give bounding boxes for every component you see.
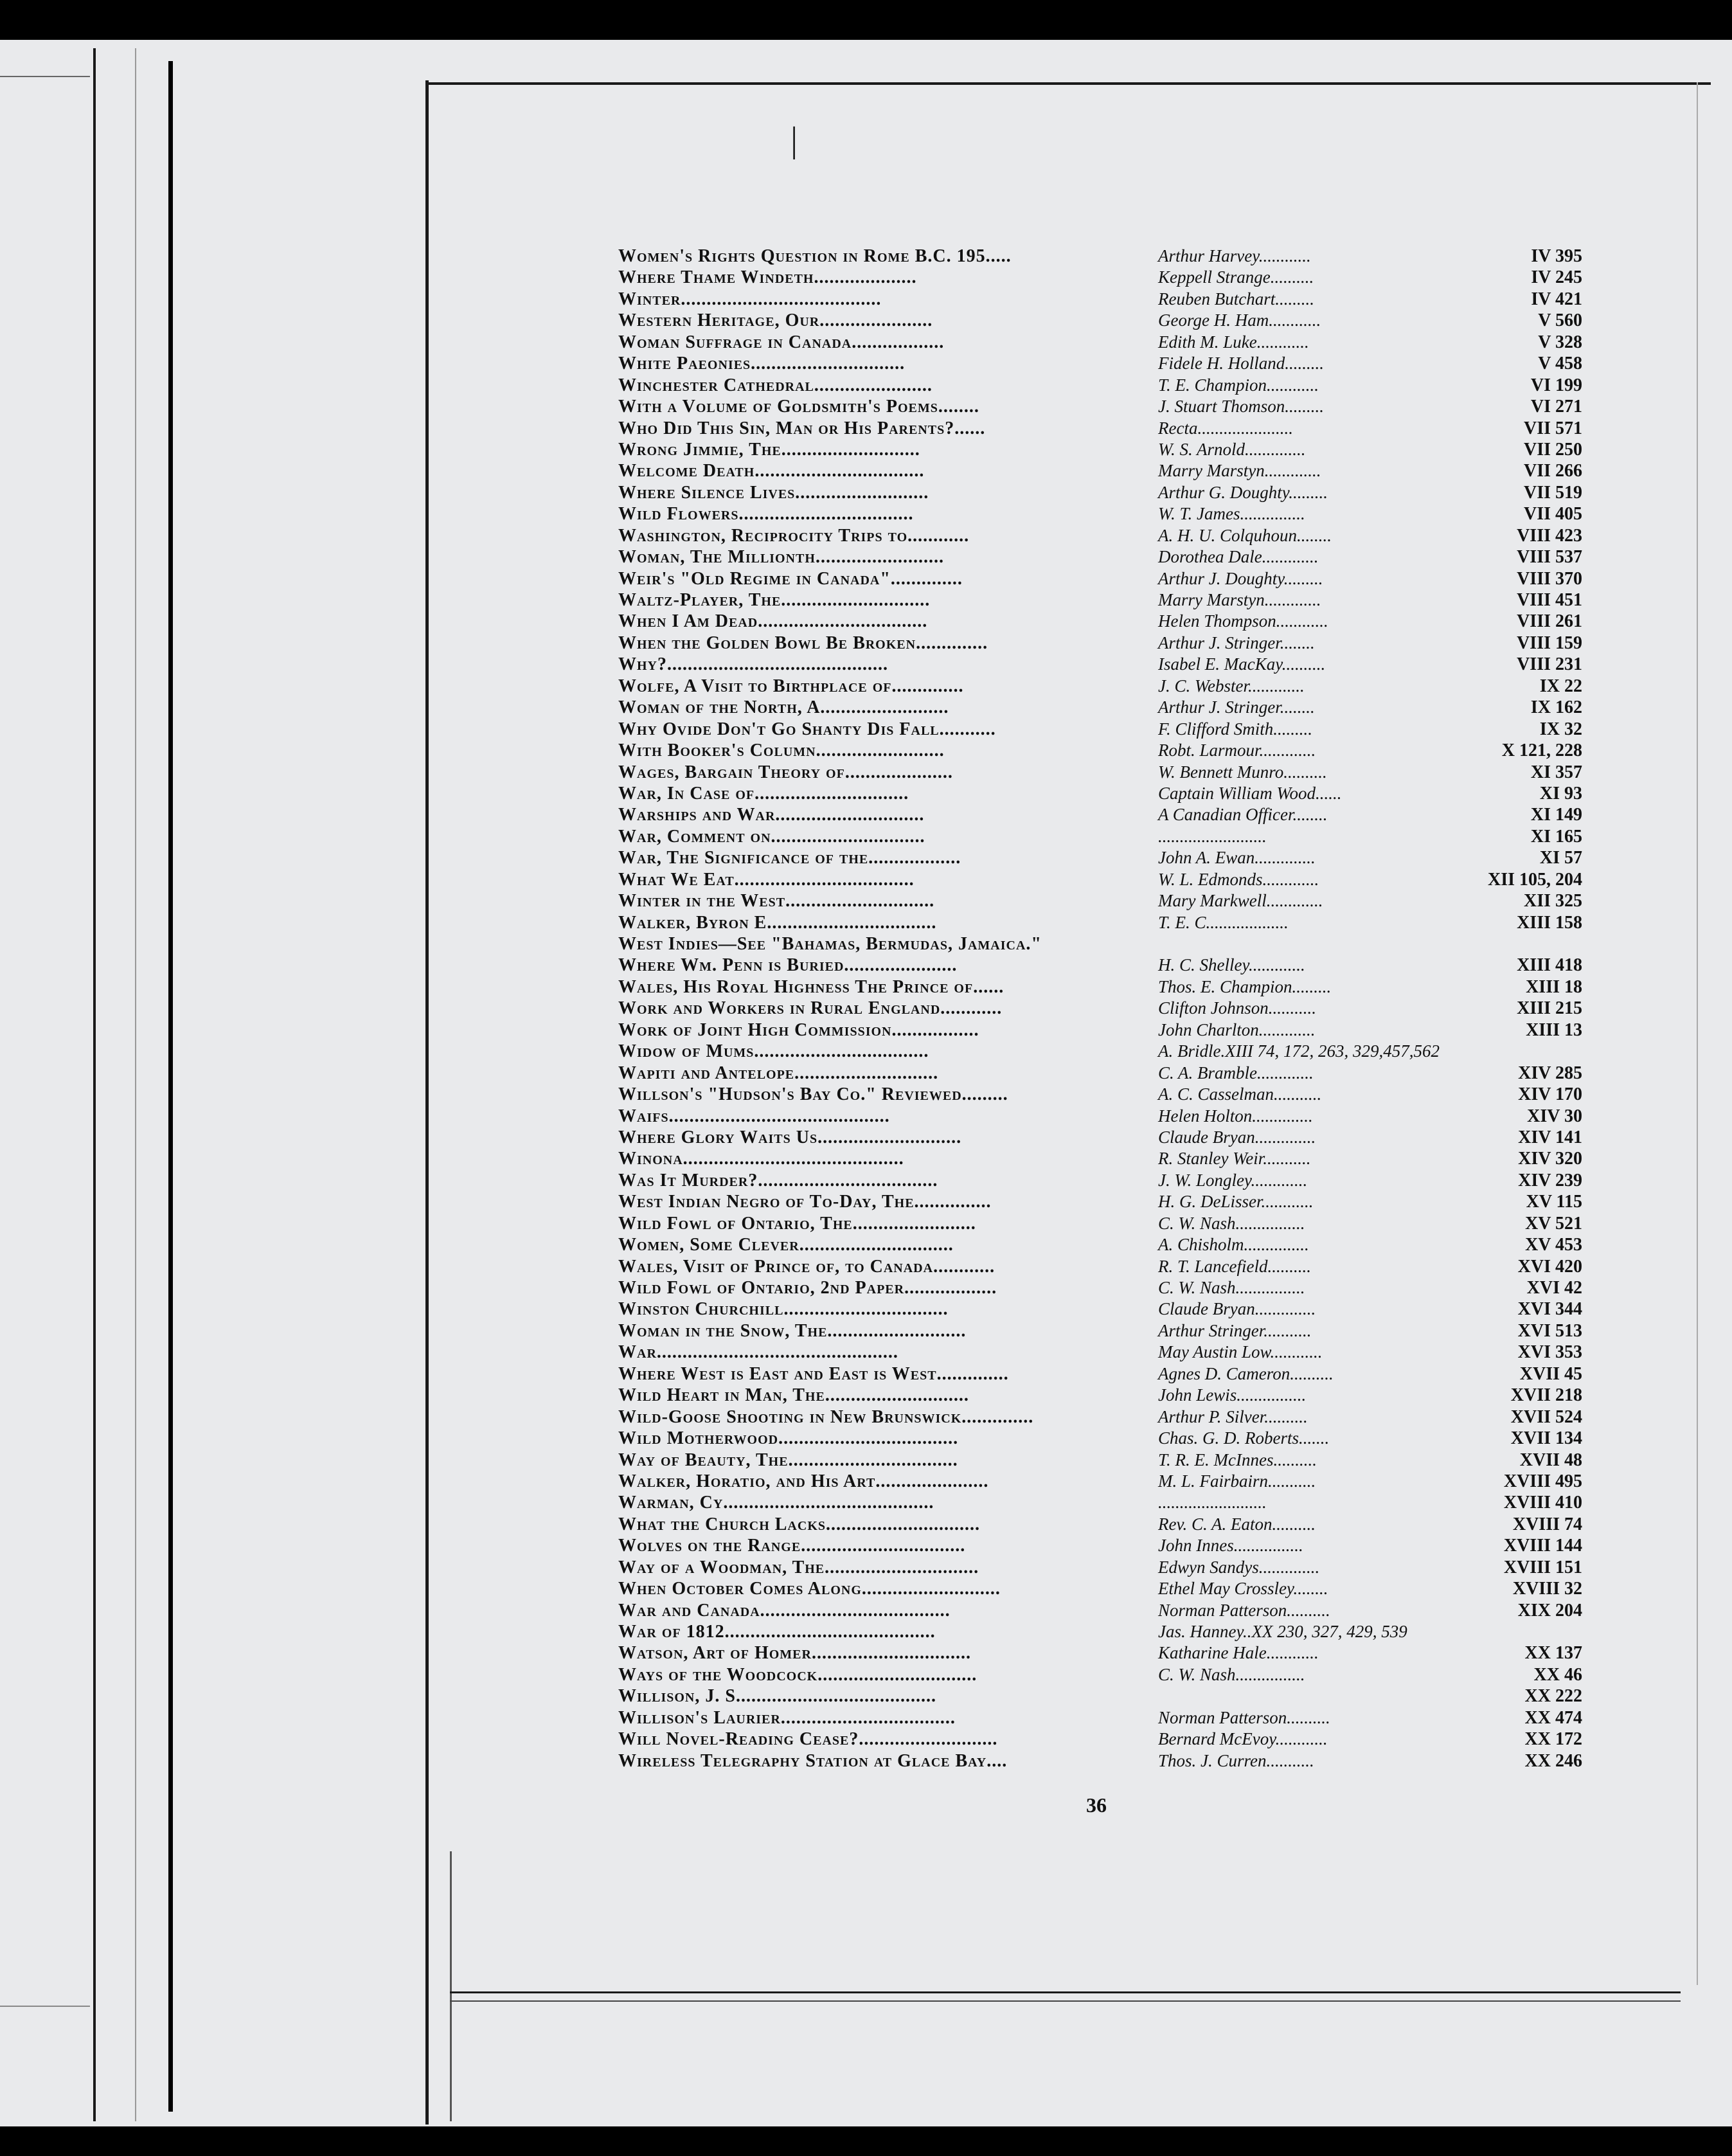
index-entry <box>618 1234 1582 1255</box>
entry-title: West Indies—See "Bahamas, Bermudas, Jamaica." <box>618 934 1042 954</box>
entry-title: Where Wm. Penn is Buried...................... <box>618 955 958 976</box>
entry-title: Ways of the Woodcock............................... <box>618 1664 978 1685</box>
index-entry <box>618 740 1582 761</box>
entry-ref: XVIII 410 <box>1503 1493 1582 1513</box>
entry-ref: XVII 524 <box>1510 1406 1582 1427</box>
entry-ref: XI 357 <box>1530 762 1582 782</box>
index-entry <box>618 1342 1582 1363</box>
entry-ref: XVIII 144 <box>1503 1536 1582 1556</box>
entry-title: Willison's Laurier.................................. <box>618 1707 956 1728</box>
index-entry <box>618 1729 1582 1750</box>
entry-author: Helen Thompson............ <box>1158 611 1328 631</box>
entry-title: Way of a Woodman, The.............................. <box>618 1557 979 1577</box>
entry-title: What We Eat................................... <box>618 869 915 890</box>
entry-ref: VIII 370 <box>1517 568 1582 589</box>
entry-ref: XVI 513 <box>1517 1320 1582 1341</box>
entry-ref: XX 46 <box>1533 1664 1582 1685</box>
entry-author: C. W. Nash................ <box>1158 1213 1305 1233</box>
index-entry <box>618 503 1582 525</box>
entry-author: F. Clifford Smith......... <box>1158 719 1313 739</box>
entry-author: John Innes................ <box>1158 1536 1303 1556</box>
index-entry <box>618 1127 1582 1148</box>
index-entry <box>618 847 1582 868</box>
entry-ref: VII 266 <box>1523 461 1582 481</box>
entry-ref: XIV 30 <box>1527 1106 1582 1126</box>
index-entry <box>618 890 1582 912</box>
entry-author: A. Chisholm............... <box>1158 1235 1309 1255</box>
entry-author: Clifton Johnson........... <box>1158 998 1317 1018</box>
index-entry <box>618 1106 1582 1127</box>
index-entry <box>618 1277 1582 1298</box>
entry-ref: XI 165 <box>1530 826 1582 847</box>
entry-ref: XI 93 <box>1539 783 1582 804</box>
entry-title: War, In Case of.............................. <box>618 783 909 804</box>
entry-ref: VIII 159 <box>1517 633 1582 653</box>
index-entry <box>618 396 1582 417</box>
entry-author: Norman Patterson.......... <box>1158 1600 1330 1620</box>
index-entry <box>618 375 1582 396</box>
index-entry <box>618 762 1582 783</box>
entry-author: Arthur J. Stringer........ <box>1158 697 1315 717</box>
entry-author: W. S. Arnold.............. <box>1158 439 1306 459</box>
entry-title: Wales, His Royal Highness The Prince of...... <box>618 976 1004 997</box>
entry-author: Katharine Hale............ <box>1158 1643 1319 1663</box>
entry-author: John Charlton............. <box>1158 1020 1316 1039</box>
entry-author: Arthur Harvey............ <box>1158 246 1311 265</box>
entry-ref: XIII 158 <box>1517 912 1582 933</box>
entry-ref: XIV 320 <box>1518 1149 1582 1169</box>
entry-title: Western Heritage, Our...................... <box>618 310 933 331</box>
entry-ref: V 560 <box>1538 310 1582 331</box>
entry-title: Winter....................................... <box>618 289 882 309</box>
entry-title: Wales, Visit of Prince of, to Canada............ <box>618 1256 995 1277</box>
entry-ref: XIII 13 <box>1526 1020 1582 1040</box>
entry-author: R. Stanley Weir........... <box>1158 1149 1311 1169</box>
entry-title: War, Comment on.............................. <box>618 826 925 847</box>
entry-author: H. G. DeLisser............ <box>1158 1192 1314 1212</box>
index-entry <box>618 589 1582 611</box>
entry-ref: IV 421 <box>1531 289 1582 309</box>
entry-title: Where West is East and East is West.............. <box>618 1363 1009 1384</box>
entry-author: Norman Patterson.......... <box>1158 1707 1330 1727</box>
index-entry <box>618 1213 1582 1234</box>
index-entry <box>618 1063 1582 1084</box>
index-entry <box>618 482 1582 503</box>
entry-ref: VIII 231 <box>1517 654 1582 675</box>
entry-ref: IX 22 <box>1539 676 1582 696</box>
index-entry <box>618 568 1582 589</box>
page-number: 36 <box>1086 1793 1107 1817</box>
entry-title: Who Did This Sin, Man or His Parents?...... <box>618 418 986 438</box>
index-entry <box>618 1428 1582 1449</box>
entry-title: Walker, Horatio, and His Art...................... <box>618 1471 989 1491</box>
entry-author: Bernard McEvoy............ <box>1158 1729 1328 1749</box>
entry-author: Fidele H. Holland......... <box>1158 354 1324 373</box>
entry-author: Jas. Hanney..XX 230, 327, 429, 539 <box>1158 1622 1407 1641</box>
entry-ref: IV 395 <box>1531 246 1582 266</box>
entry-title: Wild-Goose Shooting in New Brunswick.............. <box>618 1406 1034 1427</box>
index-entry <box>618 1084 1582 1105</box>
entry-title: When October Comes Along........................... <box>618 1579 1001 1599</box>
entry-author: M. L. Fairbairn........... <box>1158 1471 1316 1491</box>
index-entry <box>618 955 1582 976</box>
entry-ref: XVI 353 <box>1517 1342 1582 1363</box>
entry-author: Marry Marstyn............. <box>1158 590 1321 609</box>
entry-author: Agnes D. Cameron.......... <box>1158 1363 1334 1383</box>
entry-ref: XIII 18 <box>1526 976 1582 997</box>
frame-top-line <box>425 82 1711 85</box>
entry-ref: XV 115 <box>1526 1192 1582 1212</box>
entry-title: Wapiti and Antelope............................ <box>618 1063 939 1083</box>
left-margin-tick <box>0 76 90 77</box>
entry-title: With Booker's Column......................... <box>618 741 945 761</box>
entry-title: War of 1812......................................... <box>618 1622 936 1642</box>
entry-ref: XVIII 32 <box>1512 1579 1582 1599</box>
entry-ref: XX 137 <box>1524 1643 1582 1664</box>
entry-author: Reuben Butchart......... <box>1158 289 1314 309</box>
index-entry <box>618 1363 1582 1385</box>
entry-author: Edith M. Luke............ <box>1158 332 1309 352</box>
index-entry <box>618 1406 1582 1428</box>
entry-ref: VI 271 <box>1530 397 1582 417</box>
entry-title: Will Novel-Reading Cease?........................... <box>618 1729 998 1750</box>
entry-ref: XX 474 <box>1524 1707 1582 1728</box>
entry-title: Way of Beauty, The................................. <box>618 1450 958 1470</box>
index-entry <box>618 1535 1582 1556</box>
entry-title: Wild Heart in Man, The............................ <box>618 1385 969 1406</box>
entry-author: J. Stuart Thomson......... <box>1158 397 1325 417</box>
entry-ref: XV 521 <box>1525 1213 1582 1234</box>
entry-ref: XX 222 <box>1524 1686 1582 1707</box>
entry-ref: IV 245 <box>1531 267 1582 288</box>
entry-ref: IX 162 <box>1530 697 1582 718</box>
entry-title: When I Am Dead................................. <box>618 611 928 632</box>
entry-ref: XIX 204 <box>1517 1600 1582 1621</box>
entry-ref: XVI 42 <box>1526 1278 1582 1298</box>
index-entry <box>618 1750 1582 1772</box>
entry-author: C. A. Bramble............. <box>1158 1063 1314 1082</box>
entry-author: A Canadian Officer........ <box>1158 805 1328 825</box>
index-entry <box>618 1385 1582 1406</box>
entry-title: Winter in the West............................. <box>618 891 935 912</box>
entry-title: Washington, Reciprocity Trips to............ <box>618 525 970 546</box>
entry-title: When the Golden Bowl Be Broken.............. <box>618 633 988 653</box>
index-entry <box>618 246 1582 267</box>
entry-ref: VIII 537 <box>1517 547 1582 568</box>
entry-ref: XVII 134 <box>1510 1428 1582 1449</box>
entry-author: Arthur P. Silver.......... <box>1158 1406 1308 1426</box>
entry-title: Women, Some Clever.............................. <box>618 1235 954 1255</box>
entry-title: Woman of the North, A......................... <box>618 697 949 718</box>
entry-author: Captain William Wood...... <box>1158 783 1342 803</box>
entry-title: Wages, Bargain Theory of..................... <box>618 762 953 782</box>
index-entry <box>618 1450 1582 1471</box>
index-entry <box>618 1707 1582 1729</box>
entry-ref: V 328 <box>1538 332 1582 352</box>
index-entry <box>618 998 1582 1019</box>
index-entry <box>618 1020 1582 1041</box>
entry-author: Ethel May Crossley........ <box>1158 1579 1328 1599</box>
entry-title: Wrong Jimmie, The........................... <box>618 439 920 460</box>
entry-author: Isabel E. MacKay.......... <box>1158 654 1326 674</box>
frame-right-line <box>1697 82 1698 1985</box>
index-list <box>618 246 1582 1772</box>
entry-ref: VII 519 <box>1523 482 1582 503</box>
entry-title: War............................................... <box>618 1342 898 1363</box>
index-entry <box>618 1492 1582 1513</box>
entry-title: West Indian Negro of To-Day, The............... <box>618 1192 992 1212</box>
entry-author: Arthur Stringer........... <box>1158 1320 1312 1340</box>
entry-title: Woman, The Millionth......................... <box>618 547 944 568</box>
entry-ref: XVIII 151 <box>1503 1557 1582 1577</box>
entry-author: A. H. U. Colquhoun........ <box>1158 525 1332 545</box>
index-entry <box>618 1514 1582 1535</box>
entry-ref: VII 571 <box>1523 418 1582 438</box>
entry-ref: XVIII 74 <box>1512 1514 1582 1534</box>
index-entry <box>618 697 1582 718</box>
index-entry <box>618 654 1582 675</box>
entry-author: T. R. E. McInnes.......... <box>1158 1450 1317 1469</box>
entry-author: John A. Ewan.............. <box>1158 848 1316 868</box>
index-entry <box>618 1041 1582 1062</box>
entry-title: Weir's "Old Regime in Canada".............. <box>618 568 963 589</box>
left-margin-line <box>93 48 96 2121</box>
index-entry <box>618 267 1582 288</box>
entry-author: Keppell Strange.......... <box>1158 267 1314 287</box>
left-margin-tick-2 <box>0 2006 90 2007</box>
index-entry <box>618 933 1582 955</box>
entry-ref: XVII 48 <box>1519 1450 1582 1470</box>
entry-title: Women's Rights Question in Rome B.C. 195..... <box>618 246 1012 266</box>
index-entry <box>618 1621 1582 1642</box>
entry-ref: XIV 141 <box>1518 1127 1582 1147</box>
index-entry <box>618 289 1582 310</box>
frame-inner-line <box>450 1851 452 2121</box>
entry-title: War, The Significance of the.................. <box>618 848 961 868</box>
entry-author: Thos. J. Curren........... <box>1158 1750 1314 1770</box>
entry-ref: XIII 418 <box>1517 955 1582 976</box>
entry-ref: XIII 215 <box>1517 998 1582 1019</box>
scan-top-border <box>0 0 1732 40</box>
entry-title: Work of Joint High Commission................. <box>618 1020 979 1040</box>
entry-title: Warships and War............................. <box>618 805 925 825</box>
entry-ref: VI 199 <box>1530 375 1582 395</box>
entry-author: T. E. Champion............ <box>1158 375 1319 395</box>
index-entry <box>618 719 1582 740</box>
entry-title: Was It Murder?................................... <box>618 1170 938 1190</box>
entry-ref: VIII 261 <box>1517 611 1582 632</box>
scan-bottom-border <box>0 2126 1732 2156</box>
entry-ref: XI 57 <box>1539 848 1582 868</box>
entry-author: ......................... <box>1158 1493 1267 1513</box>
entry-title: Winchester Cathedral....................... <box>618 375 933 395</box>
entry-author: Dorothea Dale............. <box>1158 547 1319 567</box>
entry-author: George H. Ham............ <box>1158 310 1321 330</box>
entry-title: Woman Suffrage in Canada.................. <box>618 332 945 352</box>
entry-ref: IX 32 <box>1539 719 1582 739</box>
entry-author: A. Bridle.XIII 74, 172, 263, 329,457,562 <box>1158 1041 1440 1061</box>
index-entry <box>618 1642 1582 1664</box>
entry-title: Willson's "Hudson's Bay Co." Reviewed......... <box>618 1084 1008 1105</box>
entry-ref: VIII 451 <box>1517 590 1582 610</box>
entry-author: Arthur G. Doughty......... <box>1158 482 1328 502</box>
bottom-rule-1 <box>450 1991 1681 1993</box>
entry-ref: XIV 285 <box>1518 1063 1582 1083</box>
index-entry <box>618 1578 1582 1599</box>
entry-author: Mary Markwell............. <box>1158 891 1323 911</box>
index-entry <box>618 439 1582 460</box>
entry-ref: XVII 218 <box>1510 1385 1582 1406</box>
entry-ref: XII 325 <box>1523 891 1582 912</box>
entry-author: John Lewis................ <box>1158 1385 1307 1405</box>
entry-ref: XV 453 <box>1525 1235 1582 1255</box>
entry-ref: VII 405 <box>1523 504 1582 525</box>
entry-title: Where Glory Waits Us............................ <box>618 1127 962 1147</box>
entry-title: Wild Fowl of Ontario, The........................ <box>618 1213 976 1234</box>
entry-title: With a Volume of Goldsmith's Poems........ <box>618 397 979 417</box>
entry-title: War and Canada..................................... <box>618 1600 951 1621</box>
entry-ref: V 458 <box>1538 354 1582 374</box>
entry-author: Edwyn Sandys.............. <box>1158 1557 1320 1577</box>
index-entry <box>618 1664 1582 1685</box>
entry-title: Waltz-Player, The............................. <box>618 590 931 610</box>
entry-title: Wolfe, A Visit to Birthplace of.............. <box>618 676 964 696</box>
entry-title: Warman, Cy......................................... <box>618 1493 934 1513</box>
index-entry <box>618 783 1582 804</box>
entry-author: Arthur J. Stringer........ <box>1158 633 1315 652</box>
entry-author: T. E. C................... <box>1158 912 1289 932</box>
index-entry <box>618 332 1582 353</box>
index-entry <box>618 1557 1582 1578</box>
index-entry <box>618 976 1582 998</box>
entry-author: Recta...................... <box>1158 418 1293 438</box>
entry-author: C. W. Nash................ <box>1158 1278 1305 1297</box>
entry-ref: XVI 420 <box>1517 1256 1582 1277</box>
entry-ref: XI 149 <box>1530 805 1582 825</box>
entry-author: Rev. C. A. Eaton.......... <box>1158 1514 1316 1534</box>
entry-title: Why Ovide Don't Go Shanty Dis Fall........... <box>618 719 996 739</box>
entry-author: Marry Marstyn............. <box>1158 461 1321 481</box>
index-entry <box>618 418 1582 439</box>
index-entry <box>618 611 1582 632</box>
entry-author: R. T. Lancefield.......... <box>1158 1256 1311 1276</box>
entry-ref: XIV 239 <box>1518 1170 1582 1190</box>
entry-title: Winston Churchill................................ <box>618 1299 949 1320</box>
entry-ref: X 121, 228 <box>1501 741 1582 761</box>
entry-author: Arthur J. Doughty......... <box>1158 568 1323 588</box>
entry-title: Watson, Art of Homer............................... <box>618 1643 971 1664</box>
entry-title: Willison, J. S....................................... <box>618 1686 936 1707</box>
entry-ref: XII 105, 204 <box>1487 869 1582 890</box>
entry-ref: XX 172 <box>1524 1729 1582 1750</box>
index-entry <box>618 310 1582 331</box>
entry-title: Walker, Byron E................................. <box>618 912 937 933</box>
index-entry <box>618 869 1582 890</box>
index-entry <box>618 1191 1582 1212</box>
entry-title: Where Silence Lives.......................... <box>618 482 929 503</box>
entry-author: J. W. Longley............. <box>1158 1170 1308 1190</box>
entry-title: Work and Workers in Rural England............ <box>618 998 1003 1019</box>
pencil-mark: | <box>790 120 798 160</box>
index-entry <box>618 1298 1582 1320</box>
entry-author: Claude Bryan.............. <box>1158 1299 1316 1319</box>
index-entry <box>618 353 1582 374</box>
entry-author: ......................... <box>1158 826 1267 846</box>
index-entry <box>618 804 1582 825</box>
frame-left-line <box>425 80 429 2125</box>
entry-author: Claude Bryan.............. <box>1158 1127 1316 1147</box>
index-entry <box>618 1320 1582 1342</box>
index-entry <box>618 1170 1582 1191</box>
index-entry <box>618 1471 1582 1492</box>
entry-ref: XVII 45 <box>1519 1363 1582 1384</box>
entry-title: White Paeonies.............................. <box>618 354 906 374</box>
entry-title: Wireless Telegraphy Station at Glace Bay.... <box>618 1750 1008 1771</box>
entry-title: Waifs........................................... <box>618 1106 890 1126</box>
entry-title: Wild Motherwood................................... <box>618 1428 959 1449</box>
index-entry <box>618 1148 1582 1169</box>
index-entry <box>618 525 1582 546</box>
index-entry <box>618 912 1582 933</box>
entry-author: Robt. Larmour............. <box>1158 741 1316 760</box>
entry-title: Woman in the Snow, The........................... <box>618 1320 967 1341</box>
entry-title: Where Thame Windeth.................... <box>618 267 917 288</box>
entry-title: Wild Fowl of Ontario, 2nd Paper.................. <box>618 1278 997 1298</box>
entry-title: Wolves on the Range................................ <box>618 1536 966 1556</box>
entry-author: H. C. Shelley............. <box>1158 955 1305 975</box>
entry-author: May Austin Low............ <box>1158 1342 1323 1362</box>
entry-ref: XVIII 495 <box>1503 1471 1582 1491</box>
left-edge-line <box>135 48 136 2121</box>
entry-author: Thos. E. Champion......... <box>1158 976 1332 996</box>
entry-ref: VIII 423 <box>1517 525 1582 546</box>
entry-title: Welcome Death................................. <box>618 461 925 481</box>
entry-title: Winona........................................... <box>618 1149 904 1169</box>
entry-author: W. Bennett Munro.......... <box>1158 762 1327 782</box>
entry-ref: XX 246 <box>1524 1750 1582 1771</box>
index-entry <box>618 1256 1582 1277</box>
entry-title: Why?........................................... <box>618 654 888 675</box>
entry-author: Chas. G. D. Roberts....... <box>1158 1428 1330 1448</box>
entry-ref: XIV 170 <box>1518 1084 1582 1105</box>
index-entry <box>618 1600 1582 1621</box>
entry-author: W. L. Edmonds............. <box>1158 869 1319 889</box>
index-entry <box>618 633 1582 654</box>
index-entry <box>618 826 1582 847</box>
entry-author: C. W. Nash................ <box>1158 1664 1305 1684</box>
entry-ref: VII 250 <box>1523 439 1582 460</box>
entry-title: What the Church Lacks.............................. <box>618 1514 980 1534</box>
entry-author: W. T. James............... <box>1158 504 1305 524</box>
entry-author: Helen Holton.............. <box>1158 1106 1313 1126</box>
entry-author: A. C. Casselman........... <box>1158 1084 1322 1104</box>
entry-title: Wild Flowers.................................. <box>618 504 914 525</box>
index-entry <box>618 460 1582 481</box>
index-entry <box>618 546 1582 568</box>
entry-ref: XVI 344 <box>1517 1299 1582 1320</box>
bottom-rule-2 <box>450 2000 1681 2002</box>
index-entry <box>618 1685 1582 1707</box>
entry-author: J. C. Webster............. <box>1158 676 1305 696</box>
gutter-line <box>168 61 173 2112</box>
index-entry <box>618 676 1582 697</box>
entry-title: Widow of Mums.................................. <box>618 1041 929 1062</box>
